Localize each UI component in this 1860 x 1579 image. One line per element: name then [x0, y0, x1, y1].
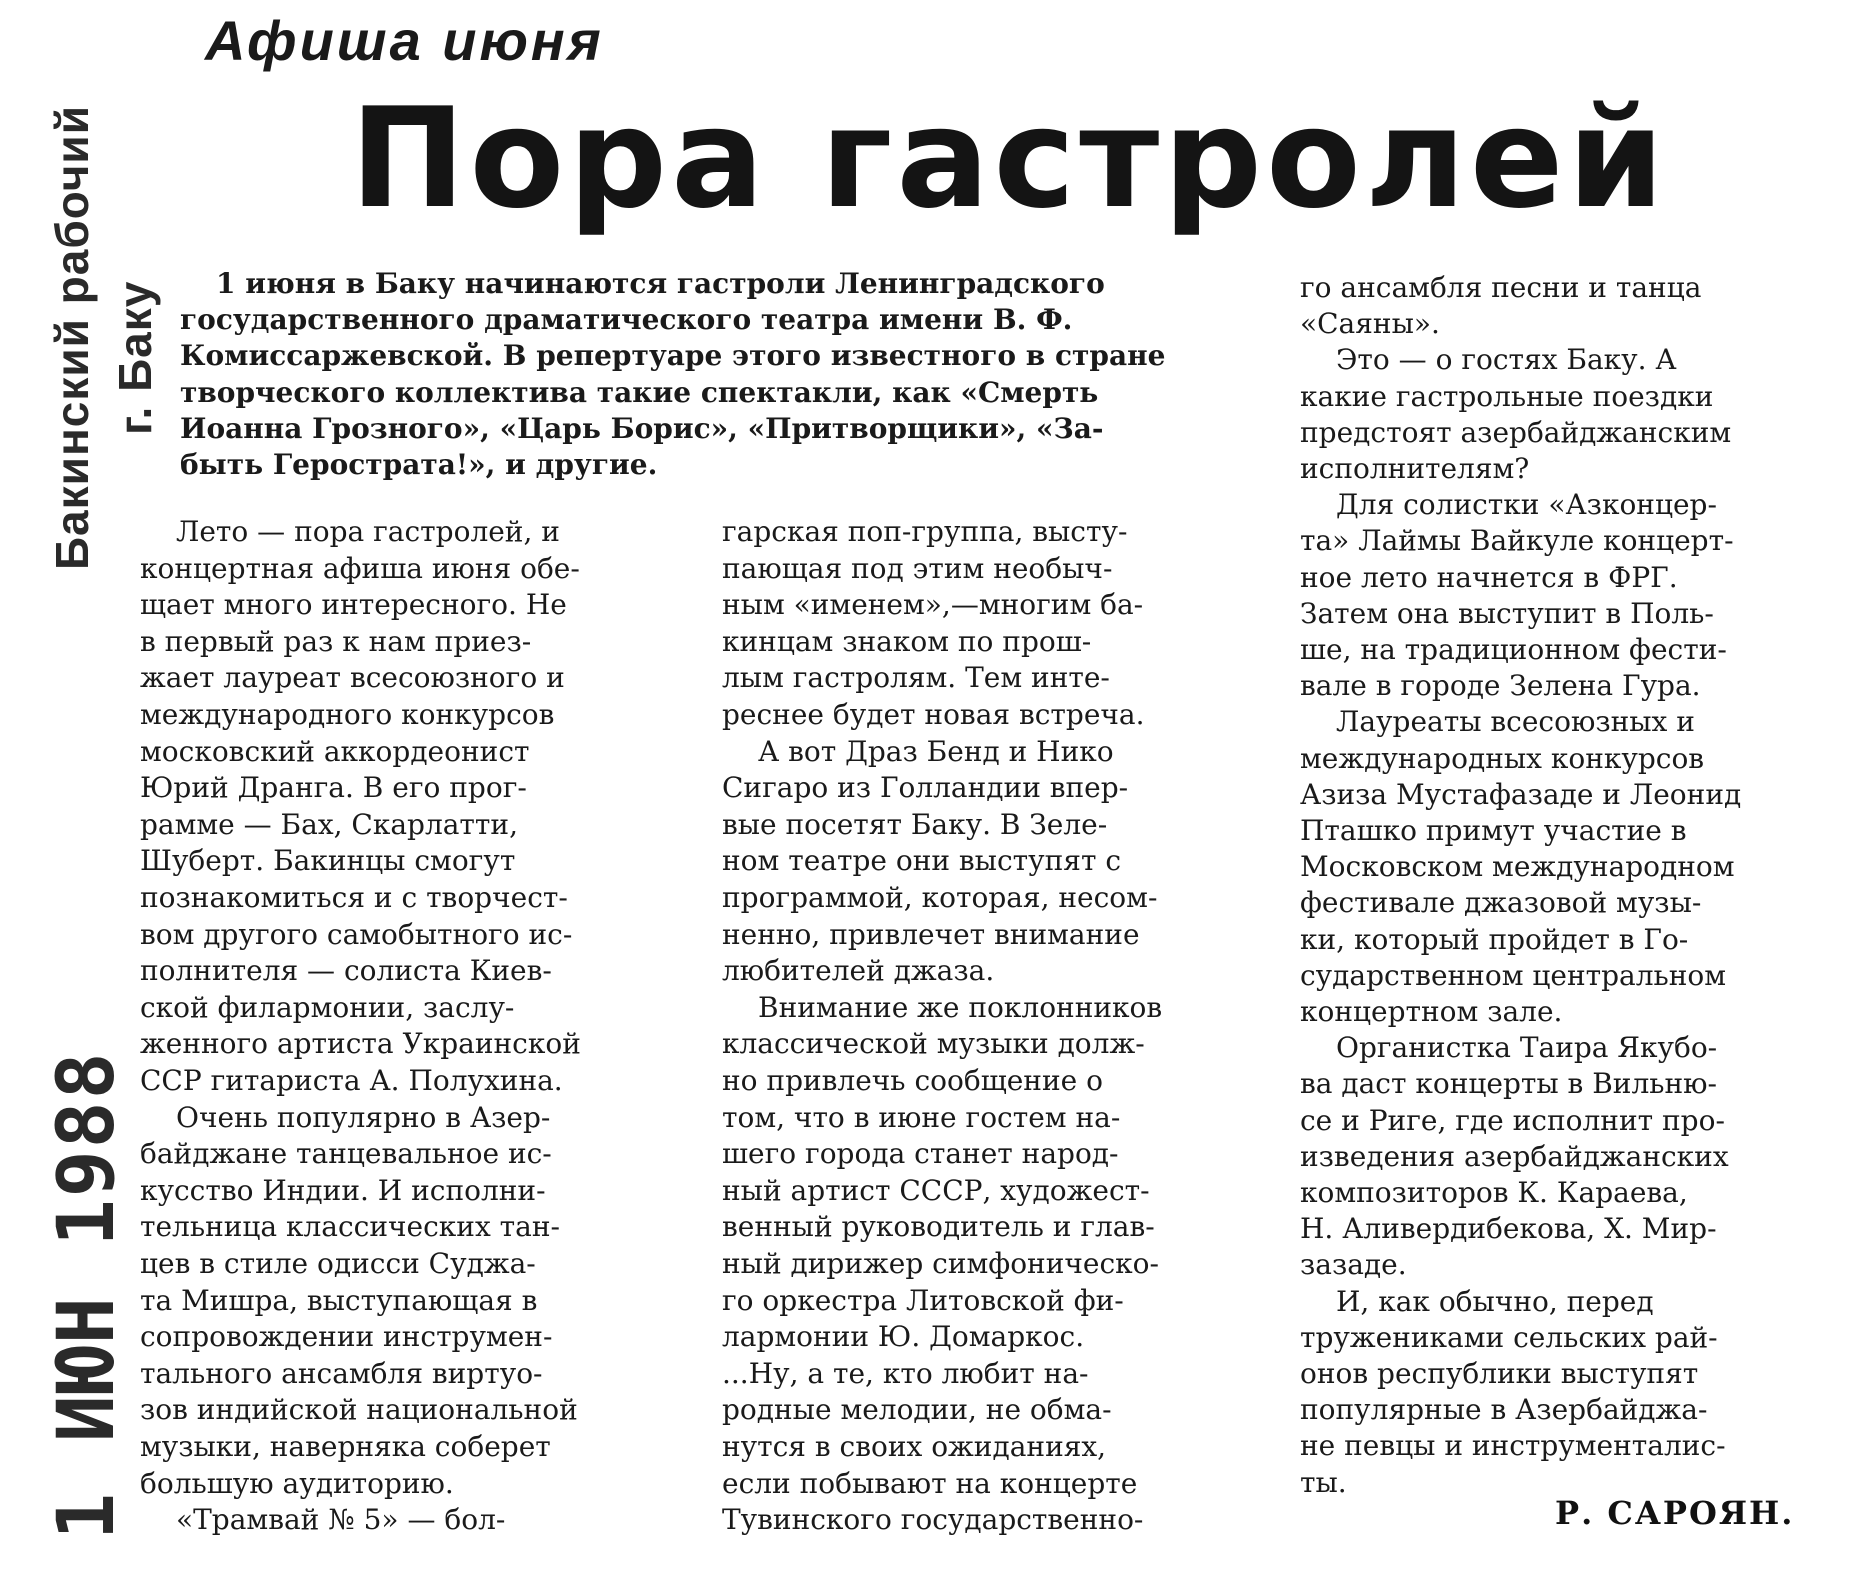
col1-line: концертная афиша июня обе-: [140, 551, 580, 585]
lead_lines-line: 1 июня в Баку начинаются гастроли Ленинградского: [216, 267, 1105, 300]
col2-line: ный дирижер симфоническо-: [722, 1247, 1159, 1280]
col1-line: в первый раз к нам приез-: [140, 624, 532, 658]
col2-line: лым гастролям. Тем инте-: [722, 661, 1110, 695]
col1-line: ской филармонии, заслу-: [140, 990, 515, 1024]
col3-line: не певцы и инструменталис-: [1300, 1429, 1726, 1463]
col1-line: та Мишра, выступающая в: [140, 1283, 538, 1317]
col3-line: ва даст концерты в Вильню-: [1300, 1067, 1717, 1101]
city-stamp: г. Баку: [109, 280, 161, 435]
col3-line: международных конкурсов: [1300, 741, 1705, 775]
col1-line: сопровождении инструмен-: [140, 1320, 553, 1354]
col1-line: Юрий Дранга. В его прог-: [140, 771, 527, 805]
col3-line: какие гастрольные поездки: [1300, 379, 1714, 413]
col2-line: любителей джаза.: [722, 954, 995, 988]
col2-line: гарская поп-группа, высту-: [722, 515, 1128, 548]
col3-line: Азиза Мустафазаде и Леонид: [1300, 777, 1742, 811]
col2-line: пающая под этим необыч-: [722, 551, 1113, 585]
col2-line: шего города станет народ-: [722, 1137, 1119, 1171]
col3-line: се и Риге, где исполнит про-: [1300, 1103, 1725, 1137]
col3-line: онов республики выступят: [1300, 1357, 1699, 1390]
col2-line: кинцам знаком по прош-: [722, 624, 1092, 658]
col2-line: родные мелодии, не обма-: [722, 1393, 1112, 1427]
col3-line: ки, который пройдет в Го-: [1300, 922, 1689, 956]
col2-line: если побывают на концерте: [722, 1466, 1138, 1500]
lead_lines-line: государственного драматического театра имени В. Ф.: [180, 303, 1073, 337]
col3-line: вале в городе Зелена Гура.: [1300, 669, 1701, 703]
col3-line: тружениками сельских рай-: [1300, 1320, 1718, 1354]
col3-line: го ансамбля песни и танца: [1300, 271, 1702, 304]
col1-line: жает лауреат всесоюзного и: [140, 661, 565, 695]
col3-line: популярные в Азербайджа-: [1300, 1393, 1708, 1427]
col3-line: изведения азербайджанских: [1300, 1139, 1729, 1173]
col1-line: «Трамвай № 5» — бол-: [176, 1503, 506, 1537]
col1-line: Очень популярно в Азер-: [176, 1100, 551, 1134]
col3-line: Лауреаты всесоюзных и: [1336, 705, 1695, 739]
col3-line: Для солистки «Азконцер-: [1336, 488, 1717, 522]
author-signature: Р. САРОЯН.: [1555, 1494, 1795, 1532]
col2-line: венный руководитель и глав-: [722, 1210, 1155, 1244]
col1-line: цев в стиле одисси Суджа-: [140, 1247, 536, 1280]
col1-line: международного конкурсов: [140, 698, 555, 731]
col2-line: ...Ну, а те, кто любит на-: [722, 1356, 1089, 1390]
col3-line: та» Лаймы Вайкуле концерт-: [1300, 524, 1734, 558]
col2-line: ненно, привлечет внимание: [722, 917, 1140, 951]
col3-line: И, как обычно, перед: [1336, 1284, 1654, 1318]
col3-line: Московском международном: [1300, 850, 1735, 884]
headline: Пора гастролей: [350, 78, 1669, 239]
date-stamp: 1 ИЮН 1988: [42, 1050, 132, 1540]
lead_lines-line: творческого коллектива такие спектакли, как «Смерть: [180, 375, 1099, 409]
col3-line: ты.: [1300, 1465, 1347, 1499]
col3-line: сударственном центральном: [1300, 958, 1727, 992]
col2-line: ном театре они выступят с: [722, 844, 1122, 878]
col1-line: Лето — пора гастролей, и: [176, 515, 560, 548]
col3-line: Это — о гостях Баку. А: [1336, 343, 1677, 377]
col1-line: щает много интересного. Не: [140, 588, 567, 622]
col3-line: предстоят азербайджанским: [1300, 415, 1732, 449]
col1-line: зов индийской национальной: [140, 1393, 578, 1427]
col2-line: Тувинского государственно-: [722, 1503, 1144, 1537]
col1-line: ССР гитариста А. Полухина.: [140, 1064, 563, 1097]
col3-line: исполнителям?: [1300, 452, 1530, 485]
col3-line: Затем она выступит в Поль-: [1300, 596, 1714, 630]
col2-line: го оркестра Литовской фи-: [722, 1283, 1124, 1317]
col1-line: Шуберт. Бакинцы смогут: [140, 844, 516, 878]
col3-line: ше, на традиционном фести-: [1300, 633, 1727, 666]
col3-line: концертном зале.: [1300, 995, 1563, 1028]
col2-line: классической музыки долж-: [722, 1027, 1145, 1061]
col2-line: ный артист СССР, художест-: [722, 1173, 1150, 1207]
col2-line: нутся в своих ожиданиях,: [722, 1430, 1107, 1463]
col2-line: Внимание же поклонников: [758, 990, 1163, 1024]
section-kicker: Афиша июня: [205, 9, 604, 72]
col1-line: женного артиста Украинской: [140, 1027, 581, 1061]
col1-line: познакомиться и с творчест-: [140, 881, 568, 914]
col2-line: Сигаро из Голландии впер-: [722, 771, 1129, 805]
col1-line: тального ансамбля виртуо-: [140, 1356, 543, 1390]
col3-line: Пташко примут участие в: [1300, 814, 1687, 847]
col1-line: большую аудиторию.: [140, 1466, 454, 1500]
col2-line: реснее будет новая встреча.: [722, 698, 1145, 731]
col3-line: зазаде.: [1300, 1248, 1407, 1282]
lead_lines-line: Комиссаржевской. В репертуаре этого известного в стране: [180, 339, 1166, 373]
newspaper-name-stamp: Бакинский рабочий: [46, 105, 98, 570]
col3-line: фестивале джазовой музы-: [1300, 886, 1702, 920]
col2-line: ным «именем»,—многим ба-: [722, 588, 1144, 622]
col1-line: музыки, наверняка соберет: [140, 1430, 551, 1463]
col1-line: тельница классических тан-: [140, 1210, 560, 1244]
col3-line: «Саяны».: [1300, 307, 1440, 341]
col3-line: ное лето начнется в ФРГ.: [1300, 560, 1678, 594]
col2-line: А вот Драз Бенд и Нико: [758, 734, 1114, 768]
lead_lines-line: быть Герострата!», и другие.: [180, 448, 658, 481]
col1-line: московский аккордеонист: [140, 734, 530, 768]
col1-line: полнителя — солиста Киев-: [140, 954, 552, 988]
col1-line: вом другого самобытного ис-: [140, 917, 573, 951]
col2-line: программой, которая, несом-: [722, 881, 1158, 914]
col1-line: кусство Индии. И исполни-: [140, 1173, 546, 1207]
col3-line: Органистка Таира Якубо-: [1336, 1031, 1718, 1065]
col1-line: рамме — Бах, Скарлатти,: [140, 807, 518, 841]
col2-line: том, что в июне гостем на-: [722, 1100, 1121, 1134]
col2-line: вые посетят Баку. В Зеле-: [722, 807, 1108, 841]
col3-line: композиторов К. Караева,: [1300, 1176, 1688, 1209]
lead_lines-line: Иоанна Грозного», «Царь Борис», «Притворщики», «За-: [180, 411, 1104, 445]
col2-line: но привлечь сообщение о: [722, 1064, 1103, 1097]
col1-line: байджане танцевальное ис-: [140, 1137, 552, 1171]
col2-line: лармонии Ю. Домаркос.: [722, 1320, 1085, 1354]
col3-line: Н. Аливердибекова, Х. Мир-: [1300, 1212, 1717, 1246]
